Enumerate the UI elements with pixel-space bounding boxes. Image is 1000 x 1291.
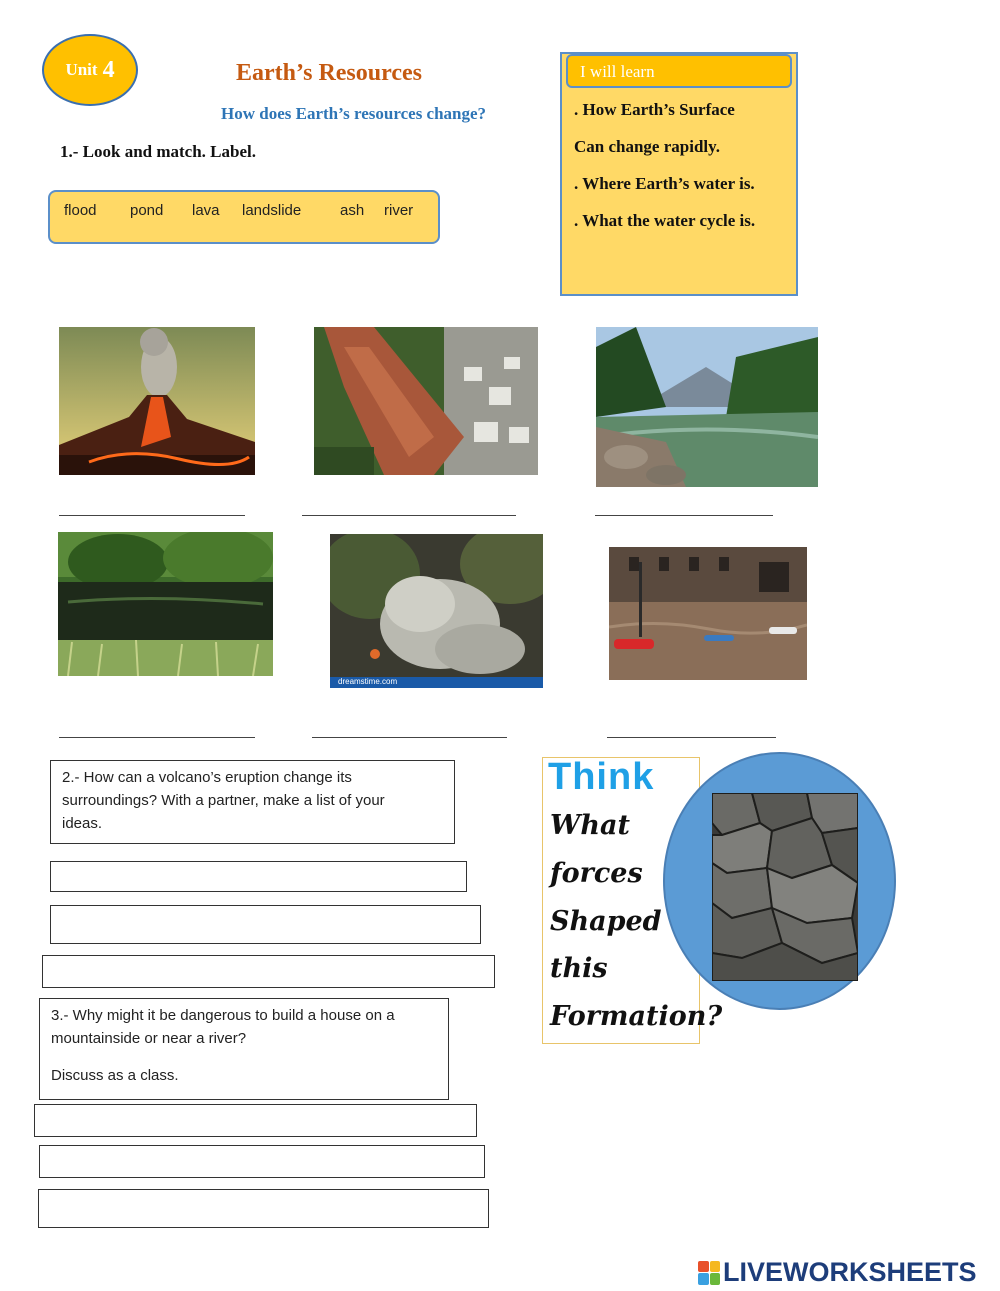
ash-photo bbox=[330, 534, 543, 688]
answer-blank[interactable] bbox=[312, 737, 507, 738]
answer-field[interactable] bbox=[50, 861, 467, 892]
think-title: Think bbox=[548, 756, 655, 798]
word-bank-item: ash bbox=[340, 202, 365, 219]
answer-blank[interactable] bbox=[607, 737, 776, 738]
question3-box bbox=[39, 998, 449, 1100]
volcano-photo bbox=[59, 327, 255, 475]
logo-icon bbox=[698, 1261, 720, 1285]
question2-line: surroundings? With a partner, make a list of your bbox=[62, 792, 385, 809]
think-line: forces bbox=[550, 858, 643, 889]
think-line: Shaped bbox=[550, 906, 662, 937]
answer-field[interactable] bbox=[42, 955, 495, 988]
page-subtitle: How does Earth’s resources change? bbox=[221, 104, 487, 123]
question3-line: mountainside or near a river? bbox=[51, 1030, 247, 1047]
exercise1-instruction: 1.- Look and match. Label. bbox=[60, 142, 256, 161]
question3-note: Discuss as a class. bbox=[51, 1067, 179, 1084]
logo-text: LIVEWORKSHEETS bbox=[723, 1257, 977, 1287]
question2-line: ideas. bbox=[62, 815, 103, 832]
river-photo bbox=[596, 327, 818, 487]
word-bank-item: landslide bbox=[242, 202, 302, 219]
word-bank-item: lava bbox=[192, 202, 220, 219]
answer-field[interactable] bbox=[50, 905, 481, 944]
answer-field[interactable] bbox=[39, 1145, 485, 1178]
learn-line: . Where Earth’s water is. bbox=[574, 174, 755, 193]
landslide-photo bbox=[314, 327, 538, 475]
word-bank-item: pond bbox=[130, 202, 164, 219]
unit-badge bbox=[42, 34, 138, 106]
think-line: What bbox=[550, 810, 630, 841]
question2-box bbox=[50, 760, 455, 844]
question3-line: 3.- Why might it be dangerous to build a house on a bbox=[51, 1007, 395, 1024]
flood-photo bbox=[609, 547, 807, 680]
learn-box-heading: I will learn bbox=[566, 54, 792, 88]
word-bank-item: river bbox=[384, 202, 414, 219]
unit-number: 4 bbox=[102, 56, 115, 83]
unit-label: Unit bbox=[65, 60, 98, 79]
learn-line: Can change rapidly. bbox=[574, 137, 720, 156]
answer-blank[interactable] bbox=[59, 737, 255, 738]
answer-field[interactable] bbox=[34, 1104, 477, 1137]
think-line: this bbox=[550, 953, 608, 984]
learn-line: . How Earth’s Surface bbox=[574, 100, 735, 119]
answer-blank[interactable] bbox=[59, 515, 245, 516]
answer-field[interactable] bbox=[38, 1189, 489, 1228]
question2-line: 2.- How can a volcano’s eruption change its bbox=[62, 769, 352, 786]
answer-blank[interactable] bbox=[302, 515, 516, 516]
photo-watermark: dreamstime.com bbox=[338, 677, 398, 686]
page-title: Earth’s Resources bbox=[236, 60, 422, 86]
answer-blank[interactable] bbox=[595, 515, 773, 516]
word-bank-item: flood bbox=[64, 202, 97, 219]
think-line: Formation? bbox=[550, 1001, 723, 1032]
liveworksheets-logo bbox=[698, 1257, 977, 1288]
word-bank bbox=[48, 190, 440, 244]
pond-photo bbox=[58, 532, 273, 676]
rock-formation-photo bbox=[712, 793, 858, 981]
learn-line: . What the water cycle is. bbox=[574, 211, 756, 230]
